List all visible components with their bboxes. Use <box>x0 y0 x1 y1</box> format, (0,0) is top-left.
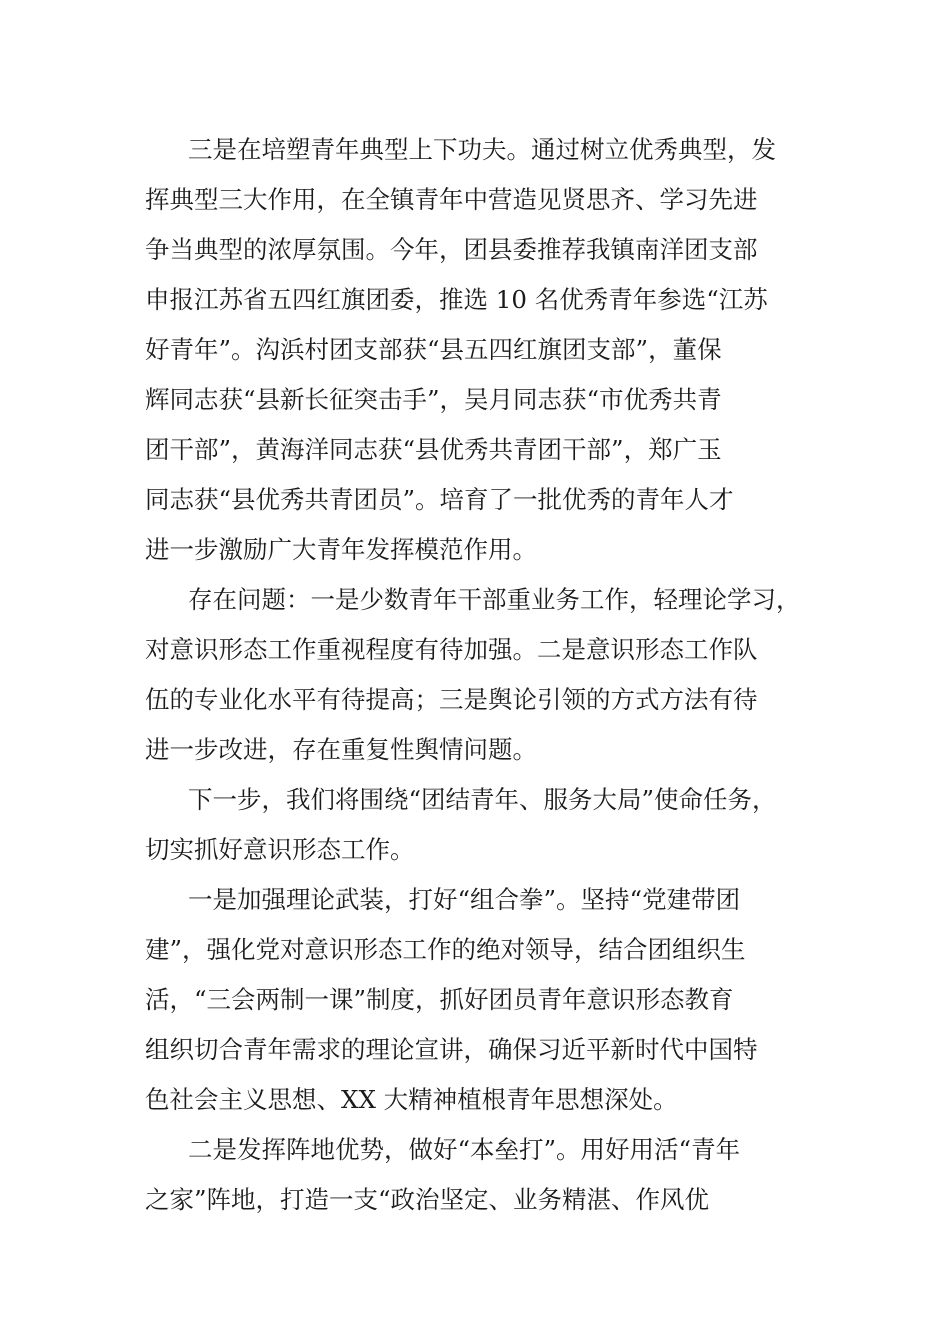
text-line: 争当典型的浓厚氛围。今年，团县委推荐我镇南洋团支部 <box>145 235 758 264</box>
text-line: 活，“三会两制一课”制度，抓好团员青年意识形态教育 <box>145 985 734 1014</box>
text-line: 二是发挥阵地优势，做好“本垒打”。用好用活“青年 <box>188 1135 741 1164</box>
text-line: 组织切合青年需求的理论宣讲，确保习近平新时代中国特 <box>145 1035 758 1064</box>
text-line: 同志获“县优秀共青团员”。培育了一批优秀的青年人才 <box>145 485 734 514</box>
text-line: 挥典型三大作用，在全镇青年中营造见贤思齐、学习先进 <box>145 185 758 214</box>
text-line: 建”，强化党对意识形态工作的绝对领导，结合团组织生 <box>145 935 746 964</box>
text-line: 辉同志获“县新长征突击手”，吴月同志获“市优秀共青 <box>145 385 722 414</box>
text-line: 色社会主义思想、XX 大精神植根青年思想深处。 <box>145 1085 678 1114</box>
text-line: 申报江苏省五四红旗团委，推选 10 名优秀青年参选“江苏 <box>145 285 768 314</box>
text-line: 存在问题：一是少数青年干部重业务工作，轻理论学习， <box>188 585 801 614</box>
text-line: 下一步，我们将围绕“团结青年、服务大局”使命任务， <box>188 785 777 814</box>
text-line: 进一步激励广大青年发挥模范作用。 <box>145 535 537 564</box>
text-line: 对意识形态工作重视程度有待加强。二是意识形态工作队 <box>145 635 758 664</box>
text-line: 切实抓好意识形态工作。 <box>145 835 415 864</box>
text-line: 进一步改进，存在重复性舆情问题。 <box>145 735 537 764</box>
text-line: 好青年”。沟浜村团支部获“县五四红旗团支部”，董保 <box>145 335 722 364</box>
text-line: 伍的专业化水平有待提高；三是舆论引领的方式方法有待 <box>145 685 758 714</box>
text-line: 一是加强理论武装，打好“组合拳”。坚持“党建带团 <box>188 885 741 914</box>
text-line: 三是在培塑青年典型上下功夫。通过树立优秀典型，发 <box>188 135 776 164</box>
text-line: 团干部”，黄海洋同志获“县优秀共青团干部”，郑广玉 <box>145 435 722 464</box>
text-line: 之家”阵地，打造一支“政治坚定、业务精湛、作风优 <box>145 1185 710 1214</box>
